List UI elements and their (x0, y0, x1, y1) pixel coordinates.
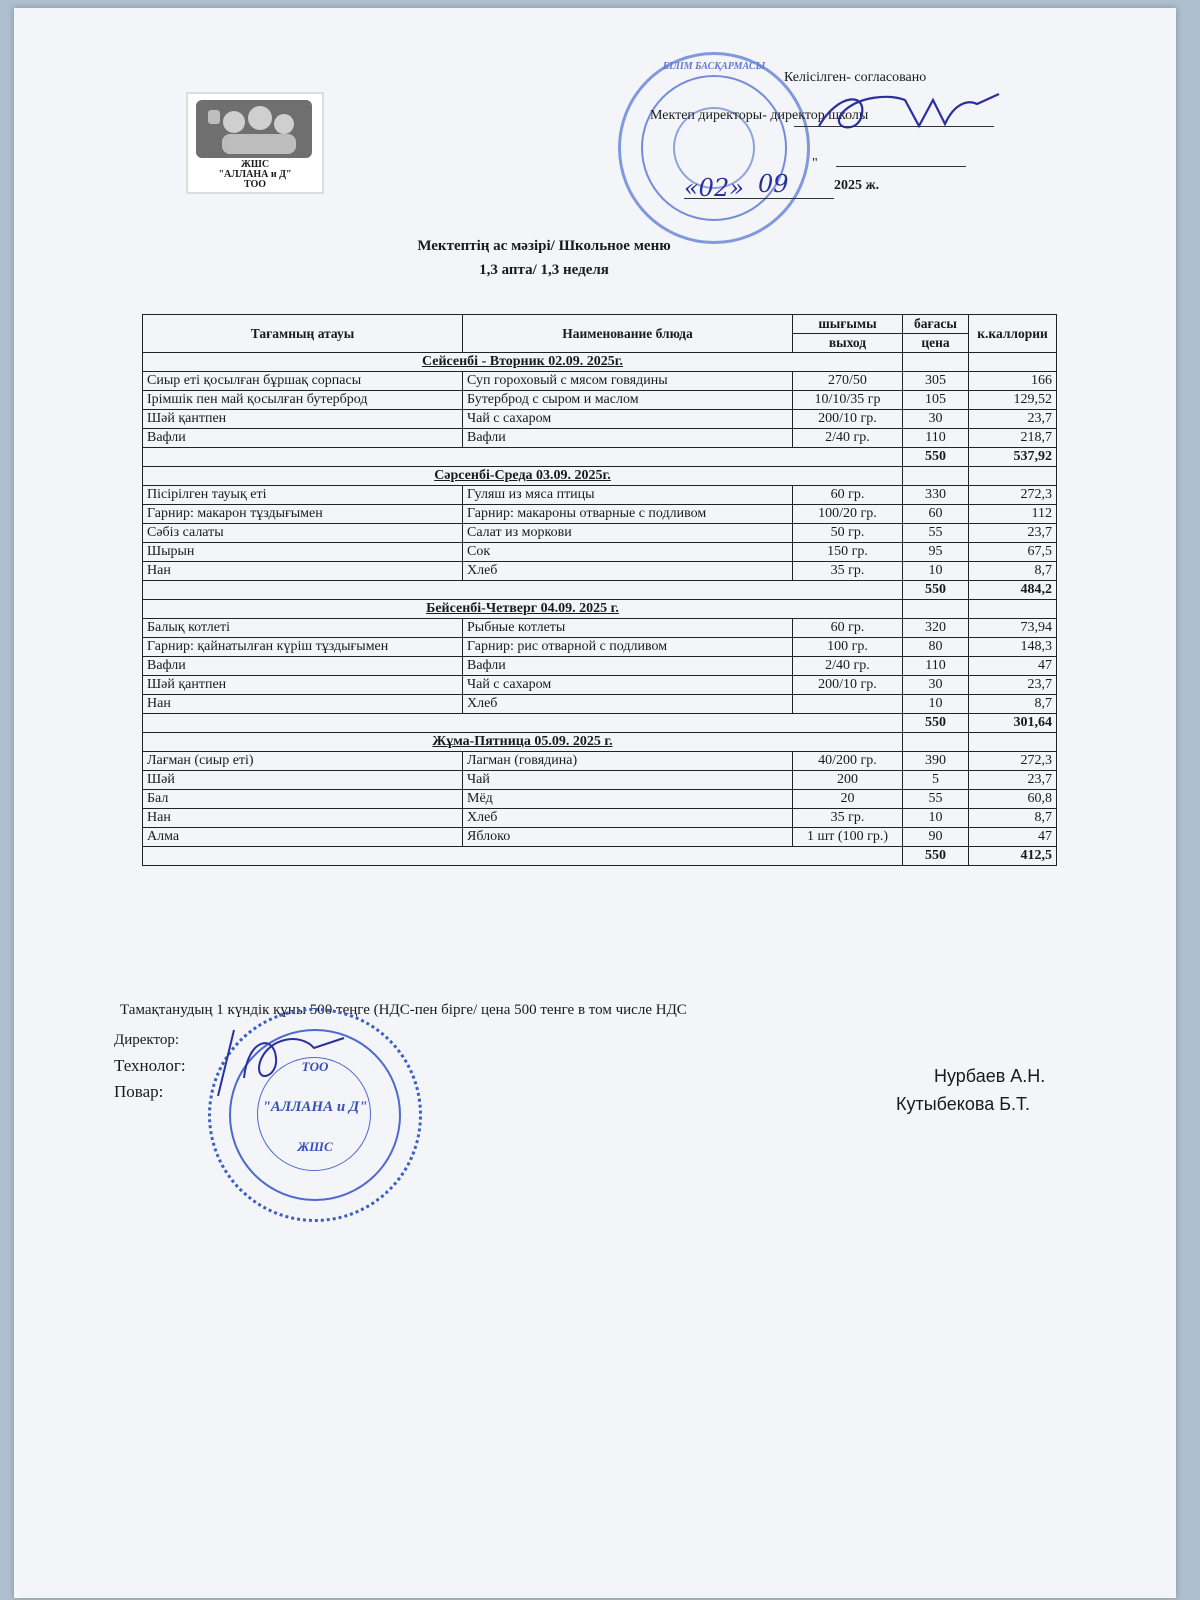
director-title: Мектеп директоры- директор школы (650, 108, 869, 123)
dish-name-kz: Вафли (143, 657, 463, 676)
menu-title: Мектептің ас мәзірі/ Школьное меню (417, 238, 671, 254)
empty-cell (969, 600, 1057, 619)
stamp-center: "АЛЛАНА и Д" (262, 1099, 368, 1115)
dish-price: 110 (903, 429, 969, 448)
cook-name: Кутыбекова Б.Т. (896, 1094, 1031, 1114)
dish-name-ru: Чай с сахаром (463, 676, 793, 695)
table-row (143, 543, 1057, 562)
dish-kcal: 23,7 (969, 410, 1057, 429)
date-underline (684, 198, 834, 199)
dish-price: 105 (903, 391, 969, 410)
dish-name-ru: Яблоко (463, 828, 793, 847)
table-row (143, 790, 1057, 809)
dish-price: 305 (903, 372, 969, 391)
dish-name-ru: Вафли (463, 429, 793, 448)
dish-output: 20 (793, 790, 903, 809)
dish-kcal: 272,3 (969, 752, 1057, 771)
dish-price: 5 (903, 771, 969, 790)
day-total-price: 550 (903, 847, 969, 866)
table-row (143, 809, 1057, 828)
dish-name-kz: Шәй қантпен (143, 676, 463, 695)
day-title: Жұма-Пятница 05.09. 2025 г. (143, 733, 903, 752)
empty-cell (143, 847, 903, 866)
dish-name-kz: Шәй (143, 771, 463, 790)
dish-output: 270/50 (793, 372, 903, 391)
dish-kcal: 112 (969, 505, 1057, 524)
dish-name-ru: Гарнир: рис отварной с подливом (463, 638, 793, 657)
empty-cell (903, 467, 969, 486)
dish-name-kz: Балық котлеті (143, 619, 463, 638)
table-row (143, 619, 1057, 638)
dish-price: 55 (903, 524, 969, 543)
approval-date-month: 09 (758, 170, 789, 198)
dish-output: 40/200 гр. (793, 752, 903, 771)
dish-price: 60 (903, 505, 969, 524)
dish-kcal: 8,7 (969, 562, 1057, 581)
dish-name-ru: Чай (463, 771, 793, 790)
dish-output: 50 гр. (793, 524, 903, 543)
empty-cell (903, 353, 969, 372)
empty-cell (143, 581, 903, 600)
day-total-kcal: 537,92 (969, 448, 1057, 467)
dish-price: 10 (903, 695, 969, 714)
table-row (143, 828, 1057, 847)
empty-cell (903, 600, 969, 619)
empty-cell (143, 714, 903, 733)
table-row (143, 638, 1057, 657)
date-line (836, 166, 966, 167)
day-total-kcal: 301,64 (969, 714, 1057, 733)
stamp-upper: ТОО (301, 1059, 329, 1074)
total-row (143, 581, 1057, 600)
day-title: Бейсенбі-Четверг 04.09. 2025 г. (143, 600, 903, 619)
dish-kcal: 23,7 (969, 676, 1057, 695)
dish-price: 10 (903, 809, 969, 828)
dish-name-kz: Пісірілген тауық еті (143, 486, 463, 505)
dish-kcal: 129,52 (969, 391, 1057, 410)
dish-name-ru: Лагман (говядина) (463, 752, 793, 771)
dish-name-ru: Салат из моркови (463, 524, 793, 543)
dish-output: 200 (793, 771, 903, 790)
dish-price: 30 (903, 676, 969, 695)
dish-name-ru: Гуляш из мяса птицы (463, 486, 793, 505)
dish-price: 30 (903, 410, 969, 429)
menu-table (142, 314, 1057, 866)
empty-cell (143, 448, 903, 467)
dish-output: 100 гр. (793, 638, 903, 657)
day-header-row (143, 467, 1057, 486)
dish-name-kz: Ірімшік пен май қосылған бутерброд (143, 391, 463, 410)
dish-name-kz: Лағман (сиыр еті) (143, 752, 463, 771)
table-row (143, 752, 1057, 771)
table-row (143, 524, 1057, 543)
stamp-signature (204, 1018, 354, 1108)
dish-name-ru: Вафли (463, 657, 793, 676)
school-stamp (618, 52, 810, 244)
dish-name-ru: Чай с сахаром (463, 410, 793, 429)
table-row (143, 771, 1057, 790)
dish-kcal: 47 (969, 657, 1057, 676)
dish-price: 55 (903, 790, 969, 809)
dish-output: 200/10 гр. (793, 410, 903, 429)
dish-kcal: 166 (969, 372, 1057, 391)
header-name-kz: Тағамның атауы (143, 315, 463, 353)
dish-name-kz: Шәй қантпен (143, 410, 463, 429)
dish-name-ru: Суп гороховый с мясом говядины (463, 372, 793, 391)
dish-name-ru: Хлеб (463, 809, 793, 828)
day-total-kcal: 412,5 (969, 847, 1057, 866)
table-row (143, 486, 1057, 505)
day-header-row (143, 733, 1057, 752)
dish-name-ru: Бутерброд с сыром и маслом (463, 391, 793, 410)
dish-kcal: 218,7 (969, 429, 1057, 448)
dish-name-kz: Алма (143, 828, 463, 847)
dish-price: 390 (903, 752, 969, 771)
day-title: Сейсенбі - Вторник 02.09. 2025г. (143, 353, 903, 372)
empty-cell (969, 353, 1057, 372)
table-row (143, 391, 1057, 410)
dish-output (793, 695, 903, 714)
day-total-kcal: 484,2 (969, 581, 1057, 600)
dish-output: 2/40 гр. (793, 657, 903, 676)
dish-output: 100/20 гр. (793, 505, 903, 524)
dish-kcal: 23,7 (969, 524, 1057, 543)
dish-output: 150 гр. (793, 543, 903, 562)
stamp-lower: ЖШС (297, 1139, 333, 1154)
header-output-kz: шығымы (793, 315, 903, 334)
dish-name-kz: Бал (143, 790, 463, 809)
dish-price: 10 (903, 562, 969, 581)
dish-output: 60 гр. (793, 486, 903, 505)
dish-kcal: 272,3 (969, 486, 1057, 505)
dish-name-kz: Шырын (143, 543, 463, 562)
table-row (143, 562, 1057, 581)
header-kcal: к.каллории (969, 315, 1057, 353)
date-quote: " (812, 156, 818, 171)
dish-name-ru: Мёд (463, 790, 793, 809)
dish-name-ru: Гарнир: макароны отварные с подливом (463, 505, 793, 524)
logo-caption: ЖШС "АЛЛАНА и Д" ТОО (218, 159, 292, 190)
technologist-label: Технолог: (114, 1056, 186, 1075)
header-price-kz: бағасы (903, 315, 969, 334)
director-signature (809, 82, 1009, 142)
table-row (143, 695, 1057, 714)
dish-name-ru: Сок (463, 543, 793, 562)
header-output-ru: выход (793, 334, 903, 353)
dish-price: 80 (903, 638, 969, 657)
day-total-price: 550 (903, 448, 969, 467)
dish-kcal: 67,5 (969, 543, 1057, 562)
dish-name-ru: Хлеб (463, 562, 793, 581)
dish-output: 2/40 гр. (793, 429, 903, 448)
company-logo (186, 92, 324, 194)
header-price-ru: цена (903, 334, 969, 353)
dish-name-kz: Нан (143, 562, 463, 581)
stamp-text: БІЛІМ БАСҚАРМАСЫ (662, 61, 766, 72)
dish-price: 95 (903, 543, 969, 562)
table-row (143, 372, 1057, 391)
total-row (143, 714, 1057, 733)
dish-output: 10/10/35 гр (793, 391, 903, 410)
table-row (143, 657, 1057, 676)
dish-name-ru: Хлеб (463, 695, 793, 714)
day-header-row (143, 353, 1057, 372)
header-name-ru: Наименование блюда (463, 315, 793, 353)
dish-name-kz: Гарнир: макарон тұздығымен (143, 505, 463, 524)
director-label: Директор: (114, 1032, 180, 1048)
approval-date-year: 2025 ж. (834, 178, 880, 193)
dish-kcal: 60,8 (969, 790, 1057, 809)
table-row (143, 429, 1057, 448)
dish-price: 330 (903, 486, 969, 505)
approval-date-day: «02» (684, 174, 744, 202)
dish-name-kz: Сиыр еті қосылған бұршақ сорпасы (143, 372, 463, 391)
document-sheet (14, 8, 1176, 1598)
dish-name-kz: Гарнир: қайнатылған күріш тұздығымен (143, 638, 463, 657)
dish-name-kz: Нан (143, 695, 463, 714)
menu-body (143, 353, 1057, 866)
empty-cell (969, 467, 1057, 486)
table-row (143, 505, 1057, 524)
dish-output: 1 шт (100 гр.) (793, 828, 903, 847)
dish-name-kz: Нан (143, 809, 463, 828)
menu-week: 1,3 апта/ 1,3 неделя (479, 262, 609, 278)
day-title: Сәрсенбі-Среда 03.09. 2025г. (143, 467, 903, 486)
day-header-row (143, 600, 1057, 619)
dish-price: 90 (903, 828, 969, 847)
table-row (143, 676, 1057, 695)
total-row (143, 847, 1057, 866)
dish-output: 35 гр. (793, 809, 903, 828)
dish-output: 200/10 гр. (793, 676, 903, 695)
dish-price: 320 (903, 619, 969, 638)
dish-kcal: 23,7 (969, 771, 1057, 790)
dish-output: 35 гр. (793, 562, 903, 581)
dish-kcal: 148,3 (969, 638, 1057, 657)
dish-kcal: 73,94 (969, 619, 1057, 638)
logo-children-icon (196, 100, 312, 158)
dish-kcal: 8,7 (969, 695, 1057, 714)
dish-kcal: 47 (969, 828, 1057, 847)
day-total-price: 550 (903, 581, 969, 600)
price-note: Тамақтанудың 1 күндік құны 500 теңге (НДС-пен бірге/ цена 500 тенге в том числе НДС (120, 1002, 687, 1018)
dish-output: 60 гр. (793, 619, 903, 638)
empty-cell (969, 733, 1057, 752)
cook-label: Повар: (114, 1082, 164, 1101)
technologist-name: Нурбаев А.Н. (934, 1066, 1046, 1086)
dish-name-ru: Рыбные котлеты (463, 619, 793, 638)
dish-price: 110 (903, 657, 969, 676)
empty-cell (903, 733, 969, 752)
dish-kcal: 8,7 (969, 809, 1057, 828)
day-total-price: 550 (903, 714, 969, 733)
table-row (143, 410, 1057, 429)
total-row (143, 448, 1057, 467)
dish-name-kz: Сәбіз салаты (143, 524, 463, 543)
approval-label: Келісілген- согласовано (784, 70, 927, 85)
dish-name-kz: Вафли (143, 429, 463, 448)
